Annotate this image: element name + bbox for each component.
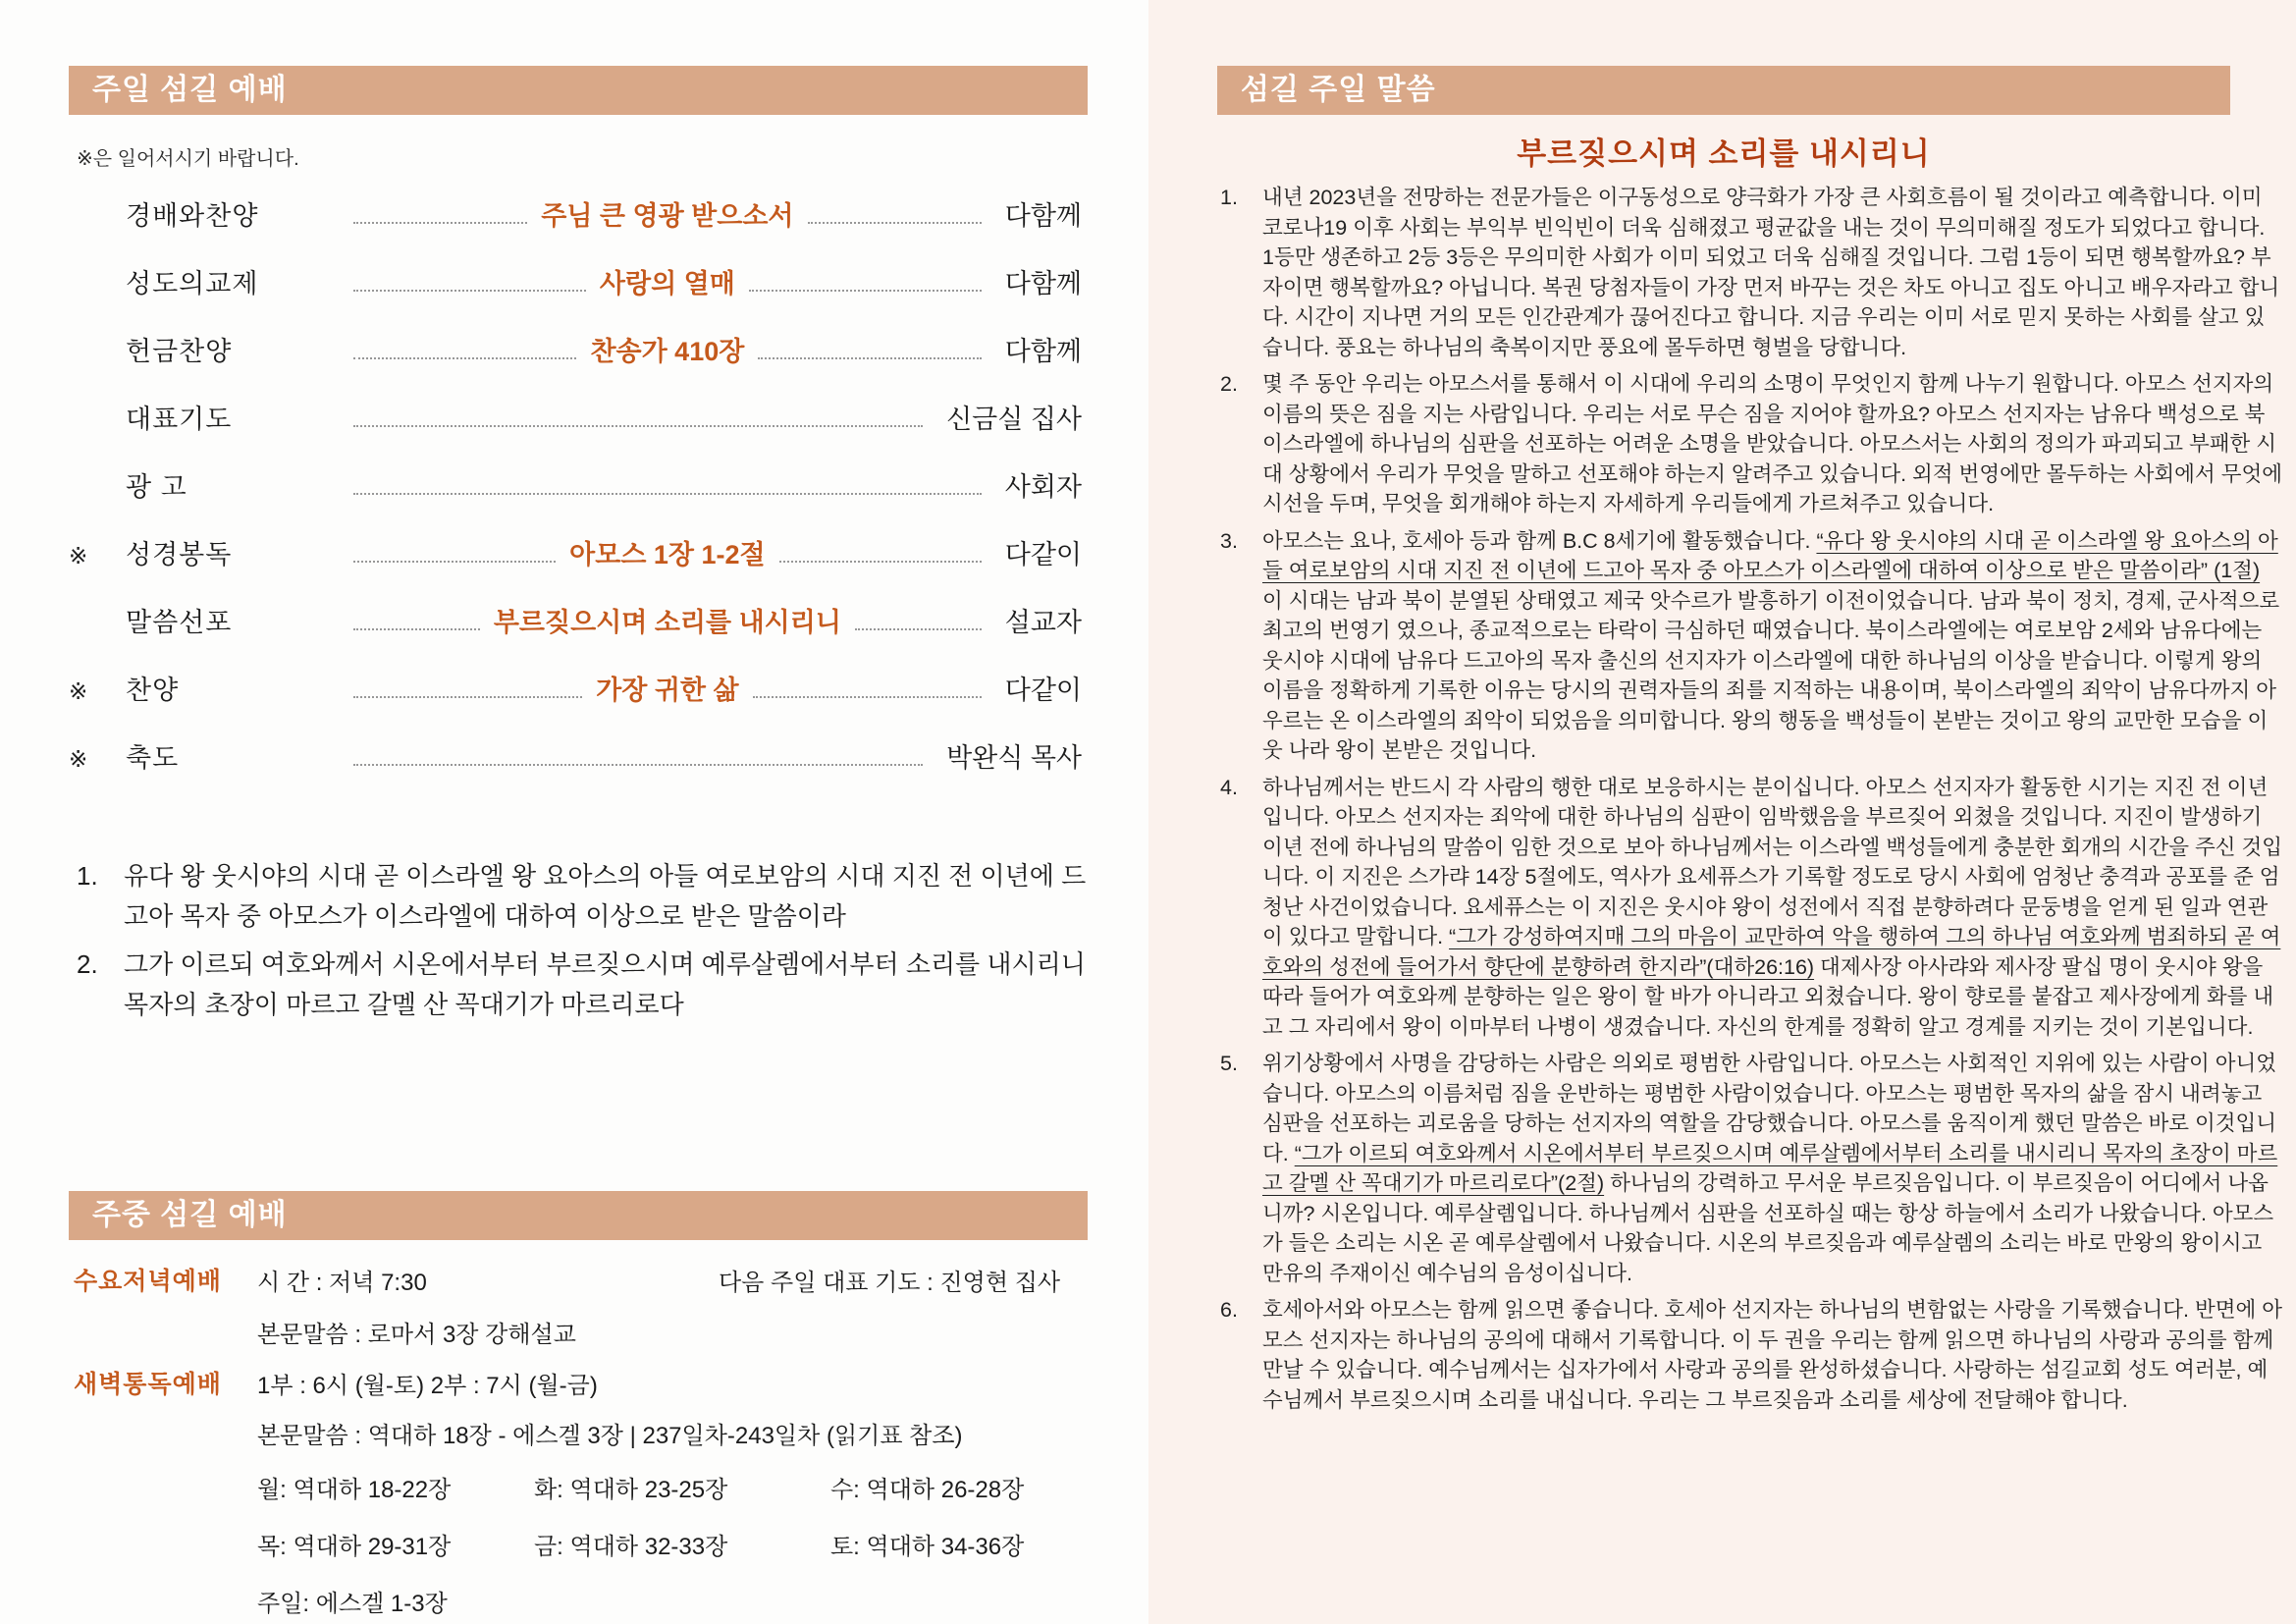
paragraph-number: 5. xyxy=(1220,1052,1238,1075)
paragraph-text xyxy=(1262,1052,2277,1285)
sermon-paragraph xyxy=(1220,1049,2282,1288)
standing-star-marker xyxy=(69,366,126,368)
order-item-label: 성도의교제 xyxy=(126,269,259,298)
sunday-worship-header: 주일 섬길 예배 xyxy=(69,66,1088,115)
sermon-paragraph xyxy=(1220,526,2282,766)
sermon-paragraph xyxy=(1220,183,2282,362)
order-item-label: 광 고 xyxy=(126,472,187,502)
order-item-person: 다같이 xyxy=(1004,540,1083,569)
worship-order-row xyxy=(69,669,1082,707)
standing-note: ※은 일어서시기 바랍니다. xyxy=(77,148,299,170)
paragraph-segment: 위기상황에서 사명을 감당하는 사람은 의외로 평범한 사람입니다. 아모스는 사회적인 지위에 있는 사람이 아니었습니다. 아모스의 이름처럼 짐을 운반하는 평범한 사람이었습니다. 아모스는 평범한 목자의 삶을 잠시 내려놓고 심판을 선포하는 괴로움을 당하는 선지자의 역할을 감당했습니다. 아모스를 움직이게 했던 말씀은 바로 이것입니다. xyxy=(1262,1052,2277,1165)
order-item-label: 성경봉독 xyxy=(126,540,233,569)
daily-reading: 화: 역대하 23-25장 xyxy=(534,1477,728,1503)
paragraph-number: 4. xyxy=(1220,775,1238,799)
standing-star-marker xyxy=(69,298,126,300)
paragraph-number: 3. xyxy=(1220,528,1238,553)
daily-reading: 금: 역대하 32-33장 xyxy=(534,1534,728,1560)
order-item-detail: 가장 귀한 삶 xyxy=(596,676,739,705)
standing-star-marker xyxy=(69,434,126,436)
dawn-service-label: 새벽통독예배 xyxy=(74,1371,222,1398)
dawn-service-times: 1부 : 6시 (월-토) 2부 : 7시 (월-금) xyxy=(257,1373,598,1399)
dotted-leader xyxy=(353,696,582,698)
paragraph-number: 1. xyxy=(1220,186,1238,209)
paragraph-segment: 하나님의 강력하고 무서운 부르짖음입니다. 이 부르짖음이 어디에서 나옵니까? 시온입니다. 예루살렘입니다. 하나님께서 심판을 선포하실 때는 항상 하늘에서 소리가 나왔습니다. 아모스가 들은 소리는 시온 곧 예루살렘에서 나왔습니다. 시온의 부르짖음과 예루살렘의 소리는 바로 만왕의 왕이시고 만유의 주재이신 예수님의 음성이십니다. xyxy=(1262,1171,2274,1285)
verse-text: 유다 왕 웃시야의 시대 곧 이스라엘 왕 요아스의 아들 여로보암의 시대 지진 전 이년에 드고아 목자 중 아모스가 이스라엘에 대하여 이상으로 받은 말씀이라 xyxy=(124,861,1087,932)
order-item-person: 설교자 xyxy=(1004,608,1083,637)
worship-order-row xyxy=(69,262,1082,300)
paragraph-segment: 호세아서와 아모스는 함께 읽으면 좋습니다. 호세아 선지자는 하나님의 변함없는 사랑을 기록했습니다. 반면에 아모스 선지자는 하나님의 공의에 대해서 기록합니다. 이 두 권을 우리는 함께 읽으면 하나님의 사랑과 공의를 함께 만날 수 있습니다. 예수님께서는 십자가에서 사랑과 공의를 완성하셨습니다. 사랑하는 섬길교회 성도 여러분, 예수님께서 부르짖으시며 소리를 내십니다. 우리는 그 부르짖음과 소리를 세상에 전달해야 합니다. xyxy=(1262,1298,2283,1412)
dotted-leader xyxy=(779,561,982,563)
standing-star-marker xyxy=(69,502,126,504)
dotted-leader xyxy=(353,628,480,630)
dotted-leader xyxy=(353,764,923,766)
next-week-prayer: 다음 주일 대표 기도 : 진영현 집사 xyxy=(719,1270,1061,1296)
quoted-scripture: “그가 강성하여지매 그의 마음이 교만하여 악을 행하여 그의 하나님 여호와께 범죄하되 곧 여호와의 성전에 들어가서 향단에 분향하려 한지라”(대하26:16) xyxy=(1262,925,2281,979)
order-item-person: 다함께 xyxy=(1004,337,1083,366)
dotted-leader xyxy=(808,222,982,224)
wednesday-service-time: 시 간 : 저녁 7:30 xyxy=(257,1270,427,1296)
verse-number: 1. xyxy=(77,861,98,891)
paragraph-number: 2. xyxy=(1220,372,1238,396)
sermon-paragraph xyxy=(1220,1295,2282,1415)
worship-order-list xyxy=(69,194,1082,804)
quoted-scripture: “그가 이르되 여호와께서 시온에서부터 부르짖으시며 예루살렘에서부터 소리를 내시리니 목자의 초장이 마르고 갈멜 산 꼭대기가 마르리로다”(2절) xyxy=(1262,1141,2278,1195)
order-item-label: 찬양 xyxy=(126,676,180,705)
quoted-scripture: “유다 왕 웃시야의 시대 곧 이스라엘 왕 요아스의 아들 여로보암의 시대 지진 전 이년에 드고아 목자 중 아모스가 이스라엘에 대하여 이상으로 받은 말씀이라” (1절) xyxy=(1262,528,2278,582)
order-item-label: 축도 xyxy=(126,743,180,773)
dotted-leader xyxy=(753,696,982,698)
order-item-label: 말씀선포 xyxy=(126,608,233,637)
paragraph-text xyxy=(1262,776,2282,1039)
sermon-section-header: 섬길 주일 말씀 xyxy=(1217,66,2230,115)
wednesday-service-label: 수요저녁예배 xyxy=(74,1268,222,1295)
worship-order-row xyxy=(69,533,1082,571)
daily-reading: 목: 역대하 29-31장 xyxy=(257,1534,452,1560)
daily-reading: 토: 역대하 34-36장 xyxy=(830,1534,1025,1560)
worship-order-row xyxy=(69,601,1082,639)
order-item-detail: 사랑의 열매 xyxy=(599,269,735,298)
order-item-person: 다같이 xyxy=(1004,676,1083,705)
paragraph-text xyxy=(1262,186,2279,359)
sermon-title: 부르짖으시며 소리를 내시리니 xyxy=(1517,136,1931,171)
dawn-passage: 본문말씀 : 역대하 18장 - 에스겔 3장 | 237일차-243일차 (읽기표 참조) xyxy=(257,1423,963,1449)
order-item-person: 사회자 xyxy=(1004,472,1082,502)
scripture-verse xyxy=(77,856,1099,937)
paragraph-segment: 대제사장 아사랴와 제사장 팔십 명이 웃시야 왕을 따라 들어가 여호와께 분향하는 일은 왕이 할 바가 아니라고 외쳤습니다. 왕이 향로를 붙잡고 제사장에게 화를 내고 그 자리에서 왕이 이마부터 나병이 생겼습니다. 자신의 한계를 정확히 알고 경계를 지키는 것이 기본입니다. xyxy=(1262,954,2274,1039)
order-item-detail: 아모스 1장 1-2절 xyxy=(569,540,766,569)
standing-star-marker xyxy=(69,637,126,639)
paragraph-text xyxy=(1262,1298,2282,1412)
worship-order-row xyxy=(69,330,1082,368)
scripture-verse-list xyxy=(77,856,1099,1033)
paragraph-segment: 아모스는 요나, 호세아 등과 함께 B.C 8세기에 활동했습니다. xyxy=(1262,528,1817,553)
sermon-paragraph xyxy=(1220,369,2282,519)
standing-star-marker: ※ xyxy=(69,746,88,772)
standing-star-marker: ※ xyxy=(69,678,88,704)
order-item-detail: 주님 큰 영광 받으소서 xyxy=(541,201,794,231)
daily-reading: 주일: 에스겔 1-3장 xyxy=(257,1591,448,1617)
paragraph-text xyxy=(1262,529,2279,763)
paragraph-segment: 하나님께서는 반드시 각 사람의 행한 대로 보응하시는 분이십니다. 아모스 선지자가 활동한 시기는 지진 전 이년입니다. 아모스 선지자는 죄악에 대한 하나님의 심판이 임박했음을 부르짖어 외쳤을 것입니다. 지진이 발생하기 이년 전에 하나님의 말씀이 임한 것으로 보아 하나님께서는 이스라엘 백성들에게 충분한 회개의 시간을 주신 것입니다. 이 지진은 스가랴 14장 5절에도, 역사가 요세퓨스가 기록할 정도로 당시 사회에 엄청난 충격과 공포를 준 엄청난 사건이었습니다. 요세퓨스는 이 지진은 웃시야 왕이 성전에서 직접 분향하려다 문둥병을 얻게 된 일과 연관이 있다고 말합니다. xyxy=(1262,775,2283,948)
order-item-detail: 부르짖으시며 소리를 내시리니 xyxy=(493,608,841,637)
order-item-person: 신금실 집사 xyxy=(946,405,1082,434)
daily-reading: 수: 역대하 26-28장 xyxy=(830,1477,1025,1503)
dotted-leader xyxy=(353,493,982,495)
worship-order-row xyxy=(69,465,1082,504)
worship-order-row xyxy=(69,736,1082,775)
dotted-leader xyxy=(353,290,586,292)
order-item-label: 헌금찬양 xyxy=(126,337,233,366)
wednesday-passage: 본문말씀 : 로마서 3장 강해설교 xyxy=(257,1322,576,1348)
verse-text: 그가 이르되 여호와께서 시온에서부터 부르짖으시며 예루살렘에서부터 소리를 내시리니 목자의 초장이 마르고 갈멜 산 꼭대기가 마르리로다 xyxy=(124,949,1086,1020)
order-item-person: 박완식 목사 xyxy=(946,743,1082,773)
dotted-leader xyxy=(855,628,982,630)
dotted-leader xyxy=(758,357,981,359)
weekday-worship-header: 주중 섬길 예배 xyxy=(69,1191,1088,1240)
dotted-leader xyxy=(353,425,923,427)
order-item-person: 다함께 xyxy=(1004,269,1083,298)
order-item-person: 다함께 xyxy=(1004,201,1082,231)
paragraph-segment: 이 시대는 남과 북이 분열된 상태였고 제국 앗수르가 발흥하기 이전이었습니다. 남과 북이 정치, 경제, 군사적으로 최고의 번영기 였으나, 종교적으로는 타락이 극심하던 때였습니다. 북이스라엘에는 여로보암 2세와 남유다에는 웃시야 시대에 남유다 드고아의 목자 출신의 선지자가 이스라엘에 대한 하나님의 이상을 받습니다. 이렇게 왕의 이름을 정확하게 기록한 이유는 당시의 권력자들의 죄를 지적하는 내용이며, 북이스라엘의 죄악이 남유다까지 아우르는 온 이스라엘의 죄악이 되었음을 의미합니다. 왕의 행동을 백성들이 본받는 것이고 왕의 교만한 모습을 이웃 나라 왕이 본받은 것입니다. xyxy=(1262,588,2280,762)
sermon-paragraph-list xyxy=(1220,183,2282,1422)
order-item-label: 대표기도 xyxy=(126,405,233,434)
dotted-leader xyxy=(749,290,982,292)
dotted-leader xyxy=(353,357,576,359)
paragraph-number: 6. xyxy=(1220,1298,1238,1322)
standing-star-marker xyxy=(69,231,126,233)
order-item-detail: 찬송가 410장 xyxy=(590,337,745,366)
daily-reading-grid xyxy=(257,1470,1024,1618)
standing-star-marker: ※ xyxy=(69,543,88,568)
dotted-leader xyxy=(353,222,527,224)
verse-number: 2. xyxy=(77,949,98,980)
scripture-verse xyxy=(77,945,1099,1025)
paragraph-segment: 몇 주 동안 우리는 아모스서를 통해서 이 시대에 우리의 소명이 무엇인지 함께 나누기 원합니다. 아모스 선지자의 이름의 뜻은 짐을 지는 사람입니다. 우리는 서로 무슨 짐을 지어야 할까요? 아모스 선지자는 남유다 백성으로 북이스라엘에 하나님의 심판을 선포하는 어려운 소명을 받았습니다. 아모스서는 사회의 정의가 파괴되고 부패한 시대 상황에서 우리가 무엇을 말하고 선포해야 하는지 알려주고 있습니다. 외적 번영에만 몰두하는 사회에서 무엇에 시선을 두며, 무엇을 회개해야 하는지 자세하게 우리들에게 가르쳐주고 있습니다. xyxy=(1262,372,2283,515)
paragraph-segment: 내년 2023년을 전망하는 전문가들은 이구동성으로 양극화가 가장 큰 사회흐름이 될 것이라고 예측합니다. 이미 코로나19 이후 사회는 부익부 빈익빈이 더욱 심해졌고 평균값을 내는 것이 무의미해질 정도가 되었다고 합니다. 1등만 생존하고 2등 3등은 무의미한 사회가 이미 되었고 더욱 심해질 것입니다. 그럼 1등이 되면 행복할까요? 부자이면 행복할까요? 아닙니다. 복권 당첨자들이 가장 먼저 바꾸는 것은 차도 아니고 집도 아니고 배우자라고 합니다. 시간이 지나면 거의 모든 인간관계가 끊어진다고 합니다. 지금 우리는 이미 서로 믿지 못하는 사회를 살고 있습니다. 풍요는 하나님의 축복이지만 풍요에 몰두하면 형벌을 당합니다. xyxy=(1262,186,2280,359)
daily-reading: 월: 역대하 18-22장 xyxy=(257,1477,452,1503)
sermon-paragraph xyxy=(1220,773,2282,1043)
worship-order-row xyxy=(69,398,1082,436)
worship-order-row xyxy=(69,194,1082,233)
dotted-leader xyxy=(353,561,556,563)
paragraph-text xyxy=(1262,372,2282,515)
order-item-label: 경배와찬양 xyxy=(126,201,259,231)
